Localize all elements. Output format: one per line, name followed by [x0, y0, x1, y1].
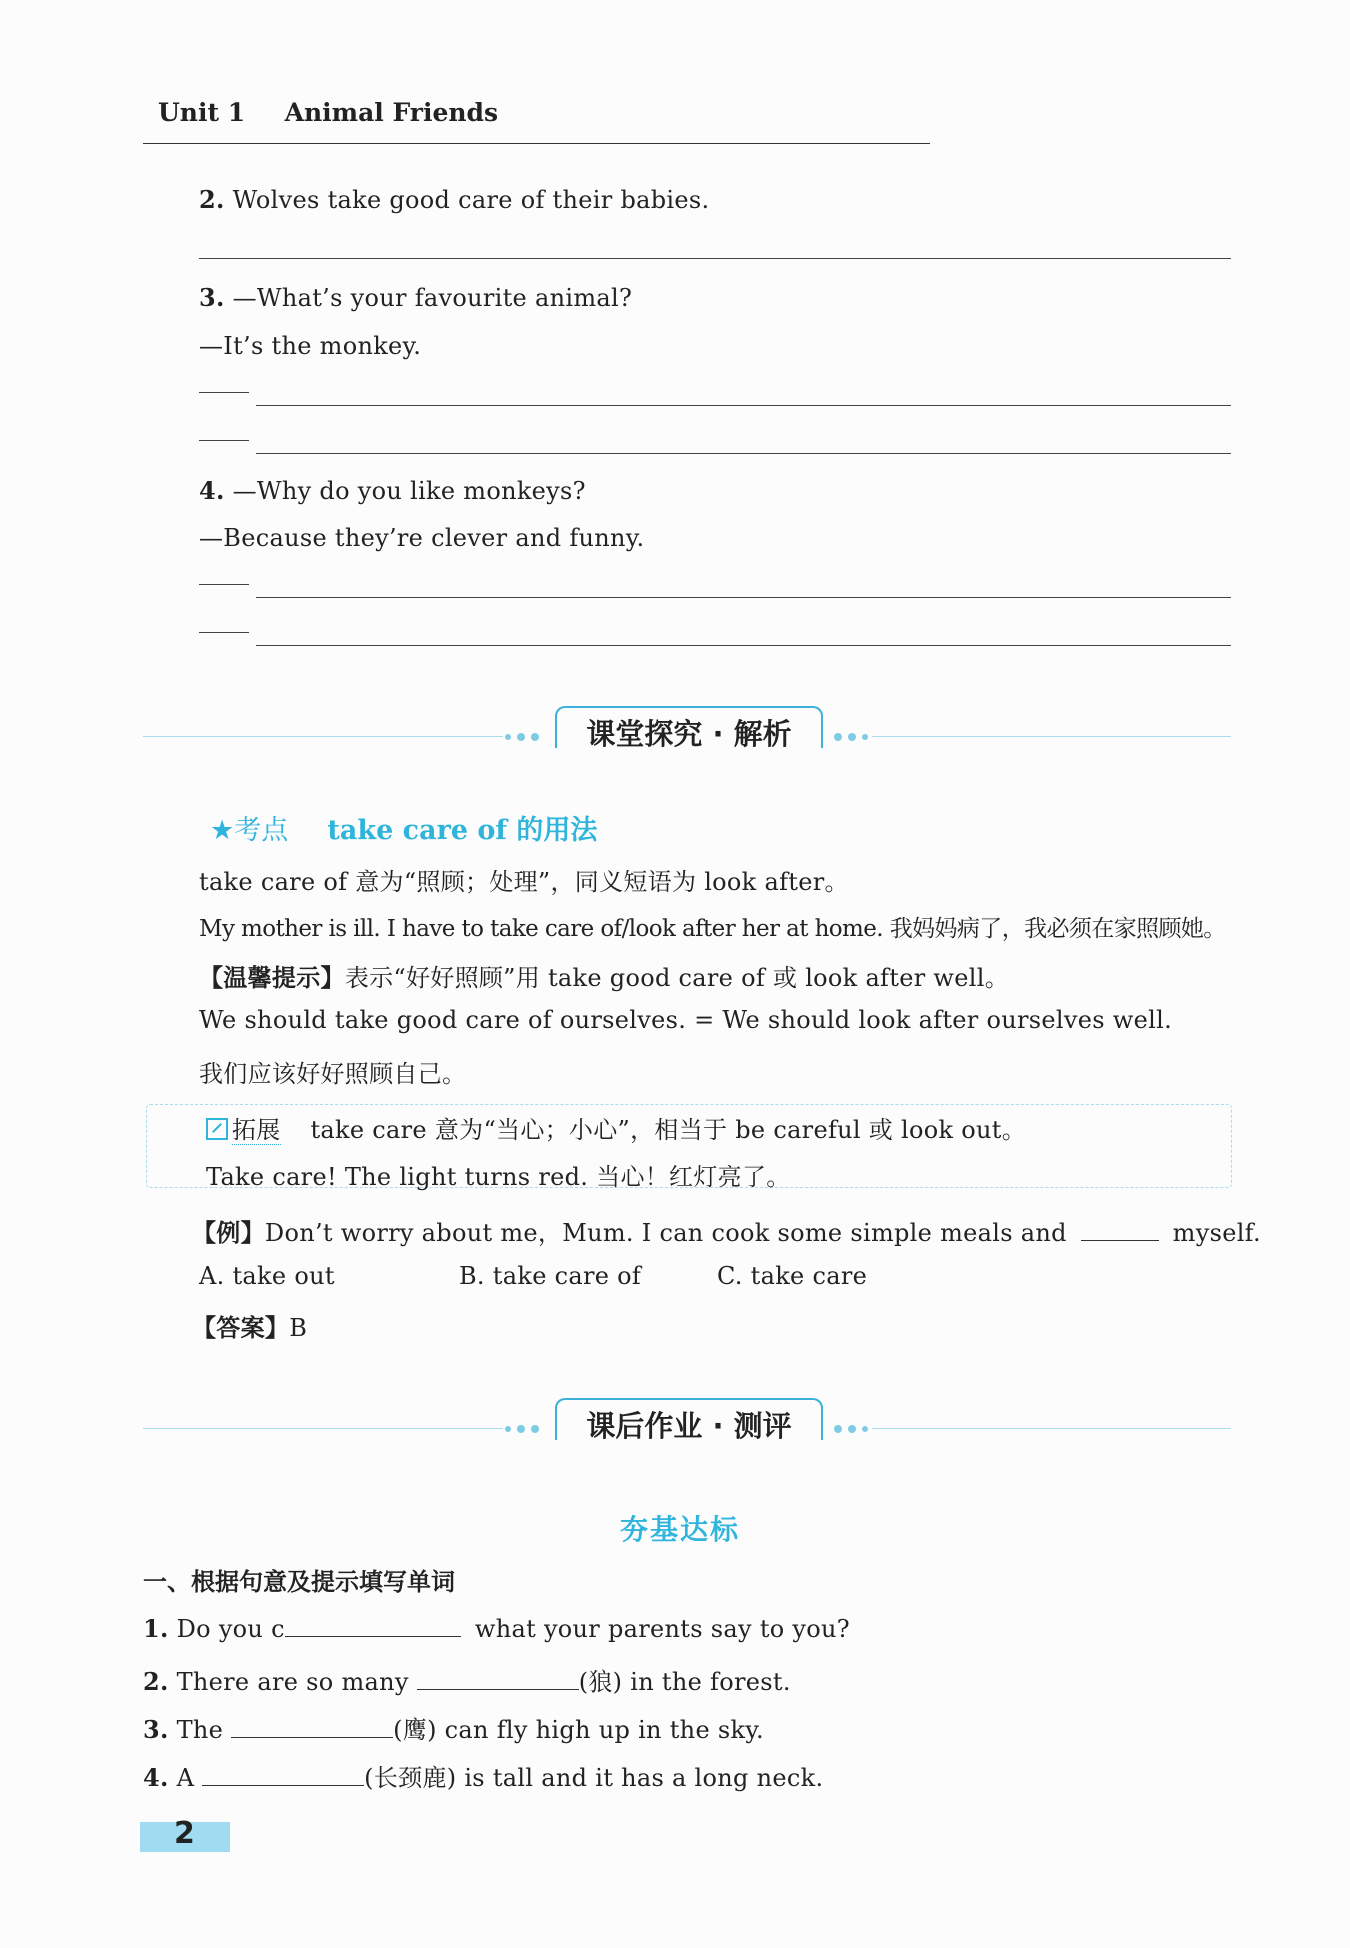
section-title-box — [555, 706, 823, 751]
kaodian-line-2: My mother is ill. I have to take care of/look after her at home. 我妈妈病了，我必须在家照顾她。 — [199, 916, 1226, 942]
example-label: 【例】 — [192, 1219, 265, 1247]
section-rule-right — [872, 736, 1231, 737]
answer-line[interactable] — [256, 645, 1231, 646]
fill-item-3 — [143, 1710, 764, 1745]
example-question — [192, 1213, 1261, 1248]
header-rule — [143, 143, 930, 144]
fill-blank[interactable] — [231, 1715, 393, 1738]
dialogue-line: —It’s the monkey. — [199, 332, 422, 360]
dialogue-line: —Why do you like monkeys? — [232, 477, 586, 505]
kaodian-line-4: We should take good care of ourselves. = We should look after ourselves well. — [199, 1006, 1173, 1034]
answer-value: B — [289, 1314, 308, 1342]
section-title: 课后作业 · 测评 — [586, 1409, 792, 1443]
item-text-before: Do you c — [176, 1615, 285, 1643]
fill-blank[interactable] — [202, 1763, 364, 1786]
answer-line[interactable] — [256, 597, 1231, 598]
section-title: 课堂探究 · 解析 — [586, 717, 792, 751]
section-dots-left — [503, 1423, 543, 1435]
item-number: 4. — [143, 1763, 169, 1792]
kaodian-heading — [210, 808, 597, 847]
extension-icon — [206, 1118, 228, 1140]
kaodian-tip — [199, 958, 1009, 993]
section-rule-left — [143, 1428, 503, 1429]
exercise-2 — [199, 185, 709, 214]
fill-item-4 — [143, 1758, 823, 1793]
exercise-number: 4. — [199, 476, 225, 505]
example-text-after: myself. — [1172, 1219, 1261, 1247]
dialogue-dash — [199, 632, 249, 633]
answer-line[interactable] — [199, 258, 1231, 259]
item-text-after: (鹰) can fly high up in the sky. — [393, 1716, 764, 1744]
answer-label: 【答案】 — [192, 1314, 290, 1342]
tip-label: 【温馨提示】 — [199, 964, 345, 992]
unit-label: Unit 1 — [158, 98, 246, 127]
header-unit — [158, 98, 498, 127]
option-a[interactable]: A. take out — [199, 1262, 335, 1290]
extension-text: take care 意为“当心；小心”，相当于 be careful 或 look out。 — [310, 1116, 1027, 1144]
part-heading: 一、根据句意及提示填写单词 — [143, 1568, 455, 1596]
extension-line-1 — [206, 1110, 1026, 1145]
answer-line[interactable] — [256, 453, 1231, 454]
section-rule-left — [143, 736, 503, 737]
example-answer — [192, 1308, 307, 1343]
dialogue-line: —Because they’re clever and funny. — [199, 524, 645, 552]
extension-line-2: Take care! The light turns red. 当心！红灯亮了。 — [206, 1163, 791, 1191]
exercise-3 — [199, 283, 632, 312]
section-subtitle: 夯基达标 — [620, 1513, 741, 1546]
kaodian-topic: take care of 的用法 — [327, 815, 598, 846]
item-text-before: There are so many — [176, 1668, 409, 1696]
star-label: ★考点 — [210, 815, 289, 846]
section-dots-right — [832, 1423, 872, 1435]
item-number: 2. — [143, 1667, 169, 1696]
example-blank[interactable] — [1081, 1218, 1159, 1241]
dialogue-dash — [199, 392, 249, 393]
item-text-before: The — [176, 1716, 224, 1744]
kaodian-line-1: take care of 意为“照顾；处理”，同义短语为 look after。 — [199, 868, 849, 896]
fill-item-2 — [143, 1662, 791, 1697]
item-text-after: (狼) in the forest. — [578, 1668, 791, 1696]
exercise-number: 3. — [199, 283, 225, 312]
unit-title: Animal Friends — [284, 98, 499, 127]
fill-blank[interactable] — [417, 1667, 579, 1690]
example-text: Don’t worry about me，Mum. I can cook some simple meals and — [264, 1219, 1067, 1247]
option-c[interactable]: C. take care — [717, 1262, 868, 1290]
exercise-text: Wolves take good care of their babies. — [232, 186, 710, 214]
item-number: 3. — [143, 1715, 169, 1744]
fill-item-1 — [143, 1614, 850, 1643]
item-text-after: (长颈鹿) is tall and it has a long neck. — [364, 1764, 824, 1792]
section-dots-left — [503, 731, 543, 743]
item-text-after: what your parents say to you? — [474, 1615, 850, 1643]
section-dots-right — [832, 731, 872, 743]
page-number: 2 — [174, 1816, 195, 1851]
item-text-before: A — [176, 1764, 195, 1792]
exercise-number: 2. — [199, 185, 225, 214]
page-number-tab — [140, 1816, 230, 1852]
answer-line[interactable] — [256, 405, 1231, 406]
extension-label: 拓展 — [232, 1116, 281, 1144]
dialogue-line: —What’s your favourite animal? — [232, 284, 633, 312]
fill-blank[interactable] — [285, 1614, 461, 1637]
tip-text: 表示“好好照顾”用 take good care of 或 look after well。 — [344, 964, 1009, 992]
dialogue-dash — [199, 584, 249, 585]
exercise-4 — [199, 476, 586, 505]
option-b[interactable]: B. take care of — [459, 1262, 642, 1290]
kaodian-line-5: 我们应该好好照顾自己。 — [199, 1060, 467, 1088]
dialogue-dash — [199, 440, 249, 441]
section-title-box — [555, 1398, 823, 1443]
item-number: 1. — [143, 1614, 169, 1643]
section-rule-right — [872, 1428, 1231, 1429]
